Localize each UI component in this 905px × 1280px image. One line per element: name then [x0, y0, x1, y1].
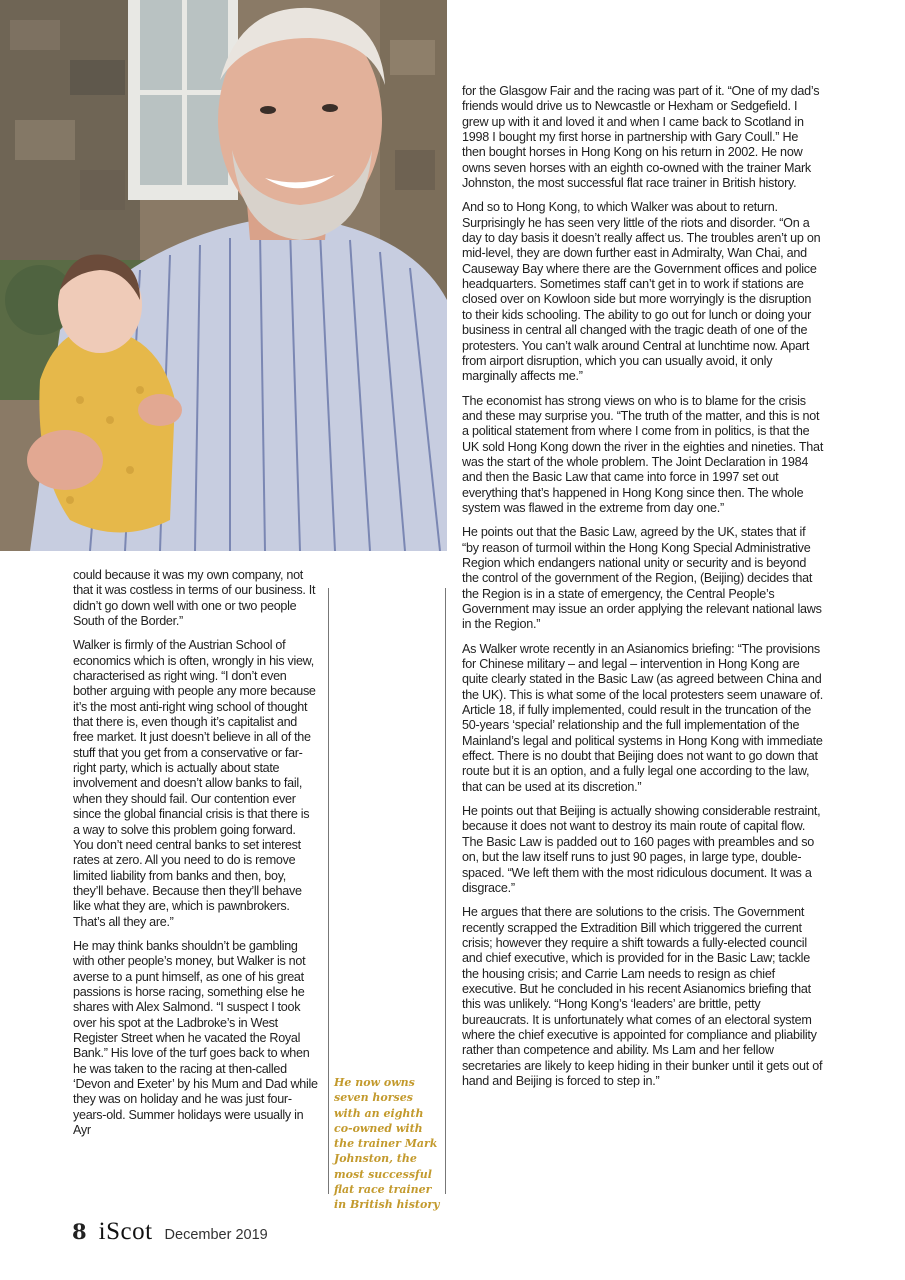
paragraph: could because it was my own company, not that it was costless in terms of our business. It didn’t go down well with one or two people South of the Border.” [73, 568, 316, 629]
left-column [73, 568, 318, 1147]
paragraph: He argues that there are solutions to the crisis. The Government recently scrapped the Extradition Bill which triggered the current crisis; however they require a shift towards a fully-elected council and chief executive, which is provided for in the Basic Law; tackle the housing crisis; and Carrie Lam needs to resign as chief executive. But he concluded in his recent Asianomics briefing that this was unlikely. “Hong Kong’s ‘leaders’ are brittle, petty bureaucrats. It is unfortunately what comes of an electoral system where the chief executive is appointed for compliance and pliability rather than competence and ability. Ms Lam and her fellow secretaries are likely to keep hiding in their bunker until it gets out of hand and Beijing is forced to step in.” [462, 905, 823, 1088]
pull-quote: He now owns seven horses with an eighth co-owned with the trainer Mark Johnston, the most successful flat race trainer in British history [334, 1076, 440, 1212]
paragraph: And so to Hong Kong, to which Walker was about to return. Surprisingly he has seen very little of the riots and disorder. “On a day to day basis it doesn’t really affect us. The troubles aren’t up on mid-level, they are down further east in Admiralty, Wan Chai, and Causeway Bay where there are the Government offices and police headquarters. Sometimes staff can’t get in to work if stations are closed over on Kowloon side but more worryingly is the disruption to their kids schooling. The ability to go out for lunch or doing your business in central all changed with the tragic death of one of the protesters. You can’t walk around Central at lunchtime now. Apart from airport disruption, which you can usually avoid, it only marginally affects me.” [462, 200, 821, 384]
article-photo [0, 0, 447, 551]
paragraph: He points out that Beijing is actually showing considerable restraint, because it does not want to destroy its main route of capital flow. The Basic Law is padded out to 160 pages with preambles and so on, but the law itself runs to just 90 pages, in large type, double-spaced. “We left them with the most ridiculous document. It was a disgrace.” [462, 804, 821, 895]
paragraph: As Walker wrote recently in an Asianomics briefing: “The provisions for Chinese military – and legal – intervention in Hong Kong are quite clearly stated in the Basic Law (as agreed between China and the UK). This is what some of the local protesters seem unaware of. Article 18, if fully implemented, could result in the truncation of the 50-years ‘special’ relationship and the full implementation of the Mainland’s legal and political systems in Hong Kong with immediate effect. There is no doubt that Beijing does not want to go down that route but it is an option, and a fully legal one according to the law, that can be used at its discretion.” [462, 641, 824, 794]
paragraph: The economist has strong views on who is to blame for the crisis and these may surprise you. “The truth of the matter, and this is not a political statement from where I come from in politics, is that the UK sold Hong Kong down the river in the eighties and nineties. That was the start of the whole problem. The Joint Declaration in 1984 and then the Basic Law that came into force in 1997 set out everything that’s happened in Hong Kong since then. The whole system was flawed in the extreme from day one.” [462, 393, 824, 515]
column-rule-left [328, 588, 329, 1194]
page-footer [72, 1218, 268, 1248]
right-column [462, 84, 824, 1098]
paragraph: He points out that the Basic Law, agreed by the UK, states that if “by reason of turmoil within the Hong Kong Special Administrative Region which endangers national unity or security and is beyond the control of the government of the Region, (Beijing) decides that the Region is in a state of emergency, the Central People’s Government may issue an order applying the relevant national laws in the Region.” [462, 525, 822, 632]
paragraph: for the Glasgow Fair and the racing was part of it. “One of my dad’s friends would drive us to Newcastle or Hexham or Sedgefield. I grew up with it and loved it and when I came back to Scotland in 1998 I bought my first horse in partnership with Gary Coull.” He then bought horses in Hong Kong on his return in 2002. He now owns seven horses with an eighth co-owned with the trainer Mark Johnston, the most successful flat race trainer in British history. [462, 84, 820, 191]
issue-date: December 2019 [164, 1227, 268, 1243]
page-number: 8 [72, 1219, 87, 1244]
brand-logo: iScot [98, 1218, 153, 1245]
column-rule-right [445, 588, 446, 1194]
photo-figure-icon [0, 0, 447, 551]
paragraph: Walker is firmly of the Austrian School of economics which is often, wrongly in his view, characterised as right wing. “I don’t even bother arguing with people any more because it’s the most anti-right wing school of thought that there is, even though it’s capitalist and free market. It just doesn’t believe in all of the stuff that you get from a conservative or far-right party, which is actually about state involvement and doesn’t allow banks to fail, when they should fail. Our contention ever since the global financial crisis is that there is a way to solve this problem going forward. You don’t need central banks to set interest rates at zero. All you need to do is remove limited liability from banks and then, boy, they’ll behave. Because then they’ll behave like what they are, which is pawnbrokers. That’s all they are.” [73, 638, 316, 929]
paragraph: He may think banks shouldn’t be gambling with other people’s money, but Walker is not averse to a punt himself, as one of his great passions is horse racing, something else he shares with Alex Salmond. “I suspect I took over his spot at the Ladbroke’s in West Register Street when he vacated the Royal Bank.” His love of the turf goes back to when he was taken to the racing at then-called ‘Devon and Exeter’ by his Mum and Dad while they was on holiday and he was just four-years-old. Summer holidays were usually in Ayr [73, 938, 318, 1138]
